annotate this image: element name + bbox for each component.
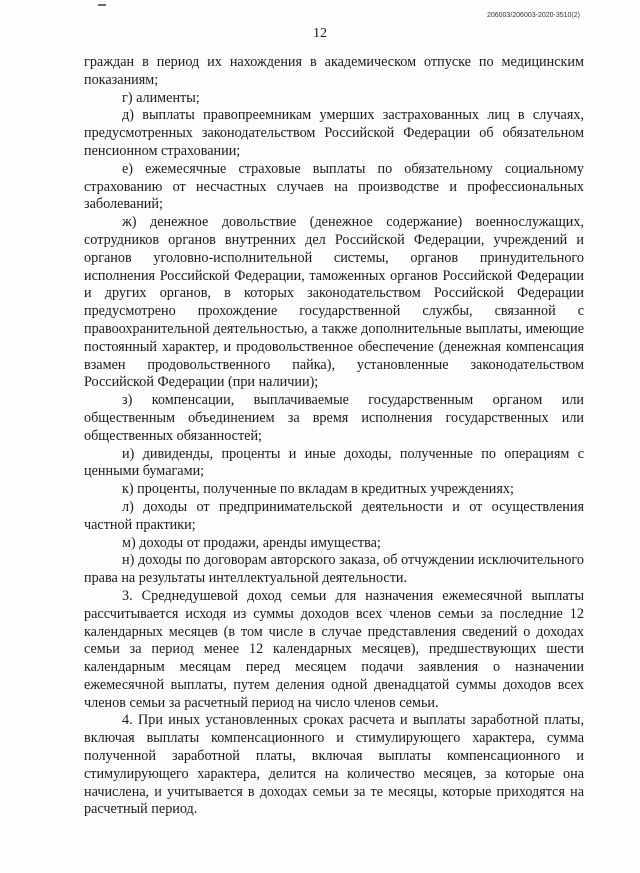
list-item-e: е) ежемесячные страховые выплаты по обязательному социальному страхованию от несчастных случаев на производстве и профессиональных заболеваний; [84, 160, 584, 213]
list-item-k: к) проценты, полученные по вкладам в кредитных учреждениях; [122, 481, 514, 498]
document-id: 206003/206003-2020-3510(2) [486, 12, 580, 19]
scan-mark [98, 4, 106, 6]
list-item-m: м) доходы от продажи, аренды имущества; [122, 534, 381, 551]
page-number: 12 [313, 26, 327, 41]
list-item-zh: ж) денежное довольствие (денежное содержание) военнослужащих, сотрудников органов внутренних дел Российской Федерации, учреждений и органов уголовно-исполнительной системы, органов принудительного исполнения Российской Федерации, таможенных органов Российской Федерации и других органов, в которых законодательством Российской Федерации предусмотрено прохождение государственной службы, связанной с правоохранительной деятельностью, а также дополнительные выплаты, имеющие постоянный характер, и продовольственное обеспечение (денежная компенсация взамен продовольственного пайка), установленные законодательством Российской Федерации (при наличии); [84, 214, 584, 391]
list-item-l: л) доходы от предпринимательской деятельности и от осуществления частной практики; [84, 498, 584, 533]
list-item-i: и) дивиденды, проценты и иные доходы, полученные по операциям с ценными бумагами; [84, 445, 584, 480]
list-item-d: д) выплаты правопреемникам умерших застрахованных лиц в случаях, предусмотренных законодательством Российской Федерации об обязательном пенсионном страховании; [84, 107, 584, 159]
section-3-paragraph: 3. Среднедушевой доход семьи для назначения ежемесячной выплаты рассчитывается исходя из суммы доходов всех членов семьи за последние 12 календарных месяцев (в том числе в случае представления сведений о доходах семьи за период менее 12 календарных месяцев), предшествующих шести календарным месяцам перед месяцем подачи заявления о назначении ежемесячной выплаты, путем деления одной двенадцатой суммы доходов всех членов семьи за расчетный период на число членов семьи. [84, 587, 584, 711]
list-item-g: г) алименты; [122, 89, 200, 106]
list-item-z: з) компенсации, выплачиваемые государственным органом или общественным объединением за время исполнения государственных или общественных обязанностей; [84, 392, 584, 444]
section-4-paragraph: 4. При иных установленных сроках расчета и выплаты заработной платы, включая выплаты компенсационного и стимулирующего характера, сумма полученной заработной платы, включая выплаты компенсационного и стимулирующего характера, делится на количество месяцев, за которые она начислена, и учитывается в доходах семьи за те месяцы, которые приходятся на расчетный период. [84, 712, 584, 818]
list-item-n: н) доходы по договорам авторского заказа, об отчуждении исключительного права на результаты интеллектуальной деятельности. [84, 552, 584, 587]
document-body [84, 54, 584, 819]
paragraph-continuation: граждан в период их нахождения в академическом отпуске по медицинским показаниям; [84, 54, 584, 88]
